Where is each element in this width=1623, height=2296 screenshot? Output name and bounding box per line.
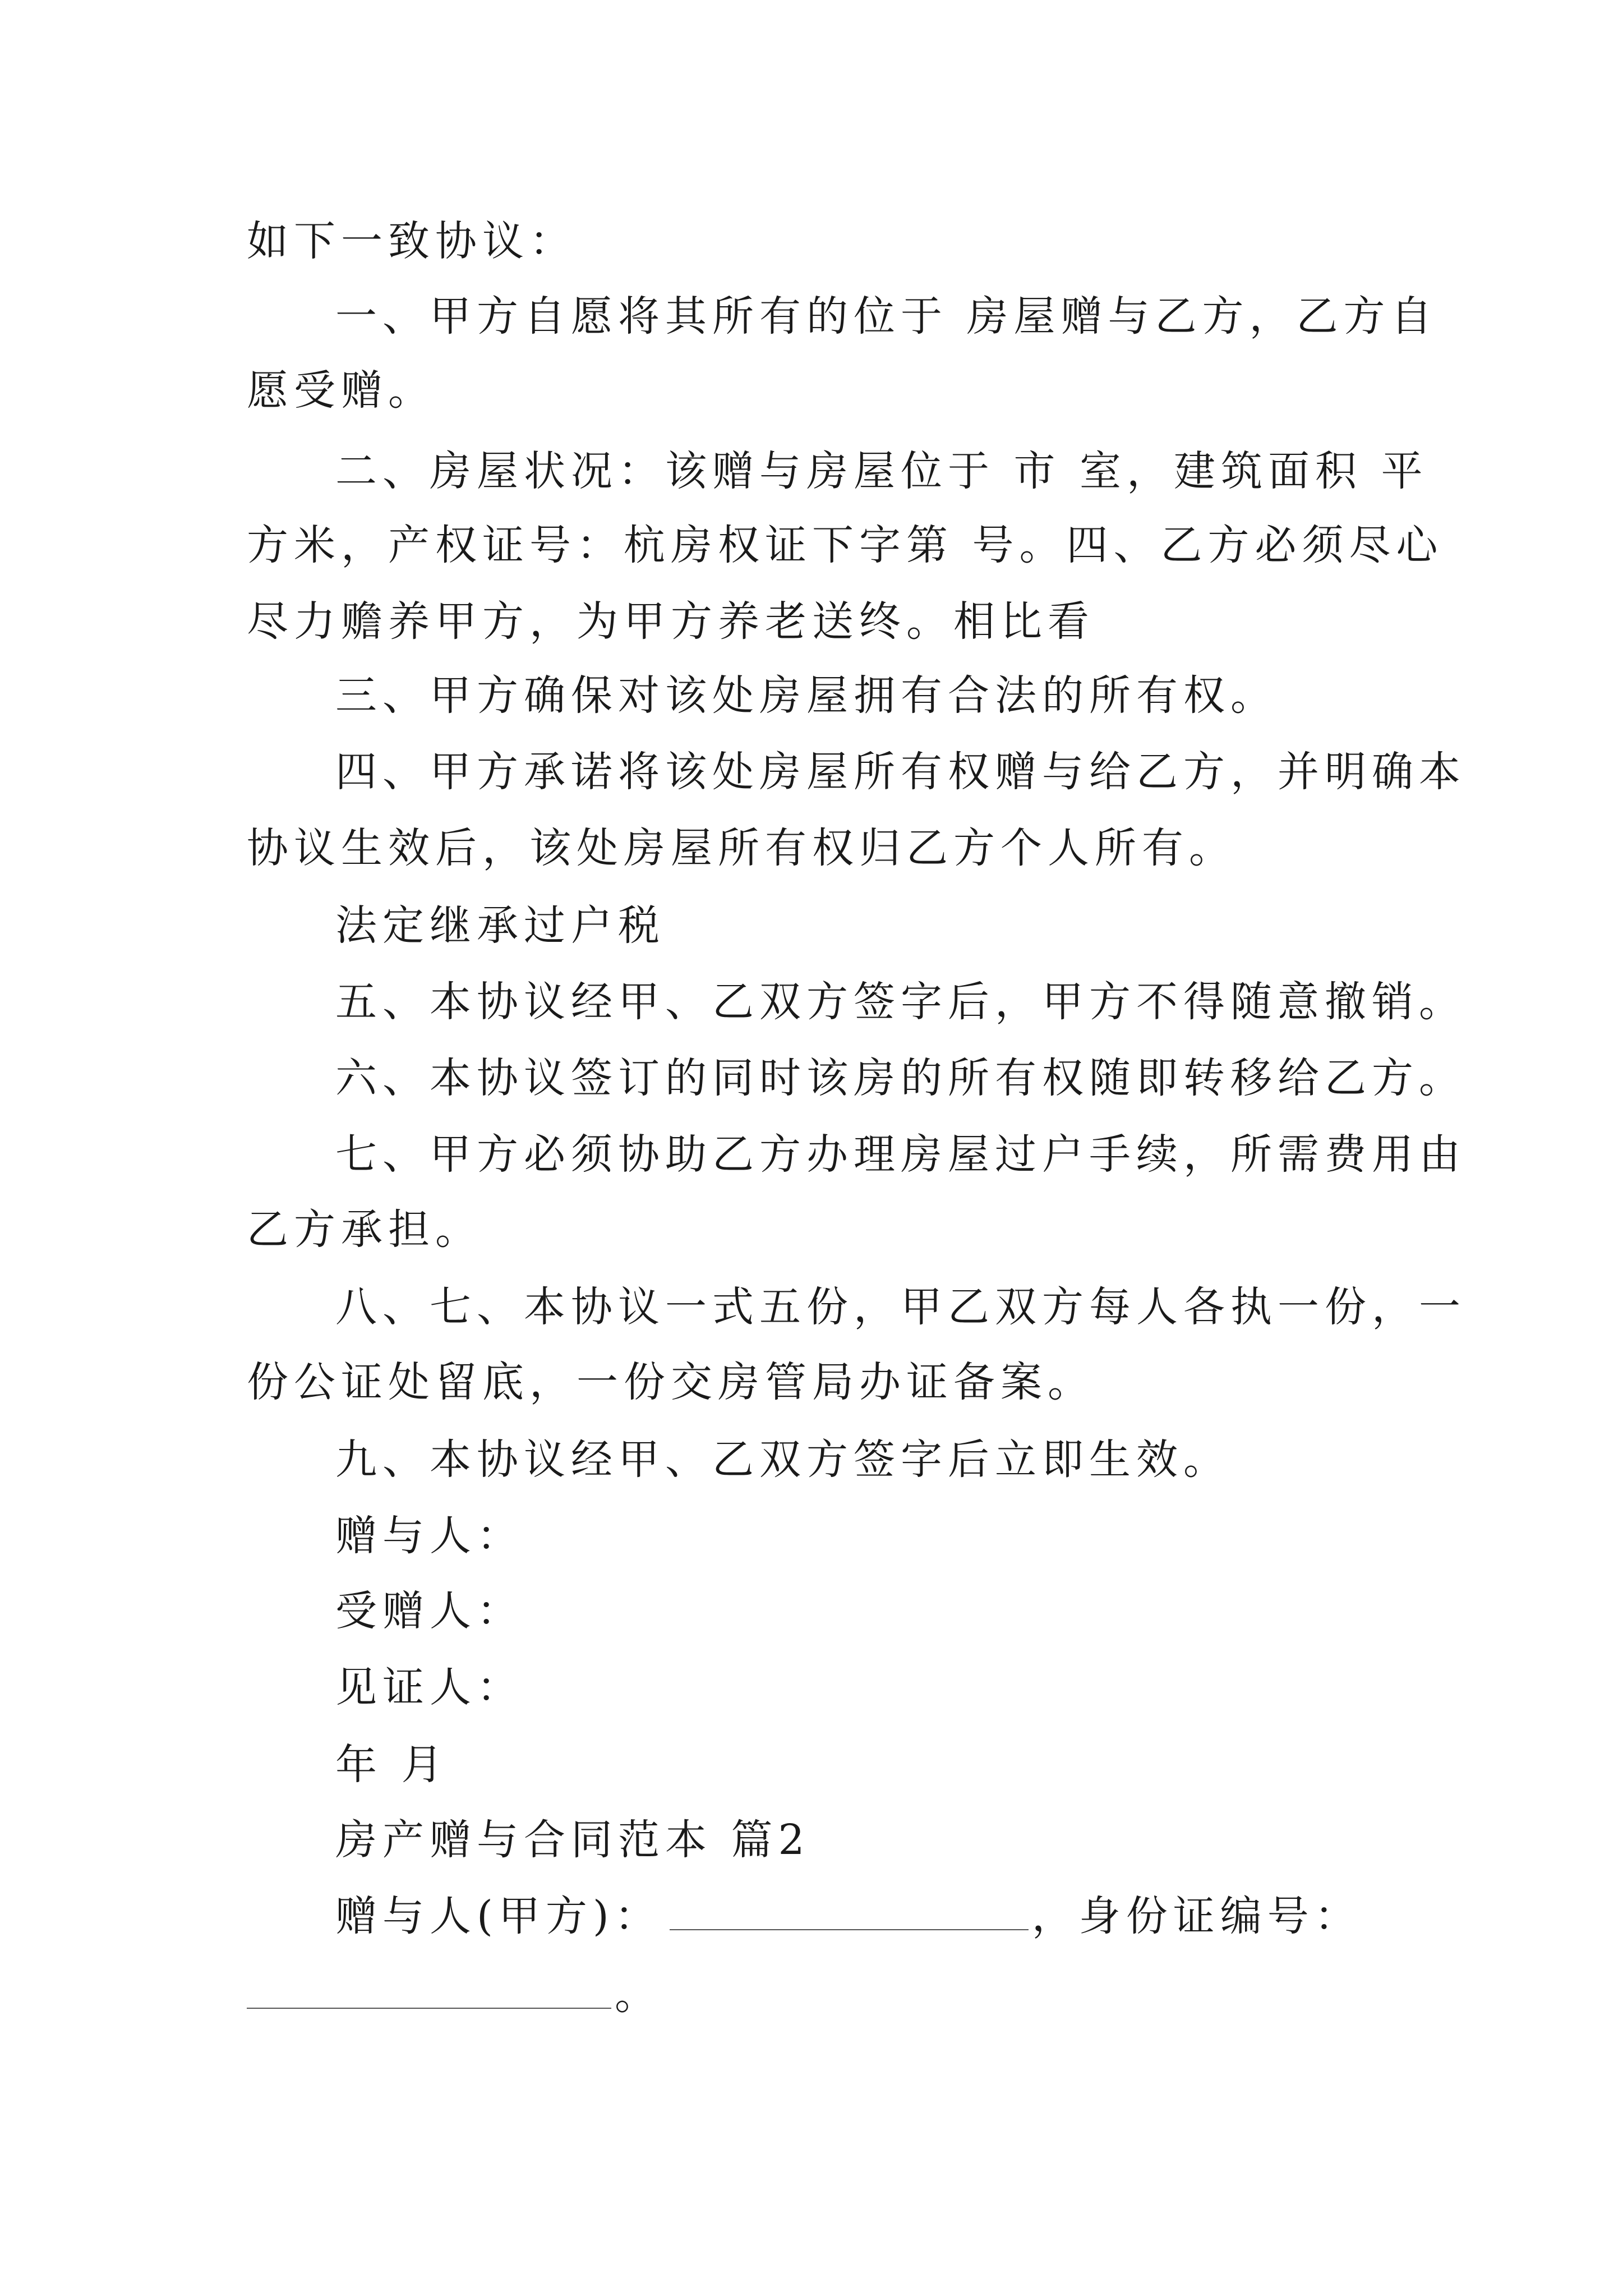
paragraph-line: 九、本协议经甲、乙双方签字后立即生效。: [335, 1435, 1230, 1484]
paragraph-line: 五、本协议经甲、乙双方签字后，甲方不得随意撤销。: [335, 978, 1466, 1026]
paragraph-line: 二、房屋状况：该赠与房屋位于 市 室，建筑面积 平: [335, 447, 1428, 495]
donor-name-blank: [670, 1890, 1029, 1930]
donor-id-label: 身份证编号：: [1078, 1892, 1362, 1940]
paragraph-line: 一、甲方自愿将其所有的位于 房屋赠与乙方，乙方自: [335, 292, 1438, 341]
paragraph-line: 四、甲方承诺将该处房屋所有权赠与给乙方，并明确本: [335, 748, 1466, 796]
donor-separator: ，: [1031, 1892, 1079, 1940]
date-line: 年 月: [335, 1741, 449, 1789]
section-heading: 房产赠与合同范本 篇2: [335, 1816, 810, 1864]
paragraph-line: 协议生效后，该处房屋所有权归乙方个人所有。: [247, 824, 1236, 872]
paragraph-line: 三、甲方确保对该处房屋拥有合法的所有权。: [335, 671, 1278, 720]
donor-label: 赠与人(甲方)：: [335, 1892, 662, 1940]
paragraph-line: 乙方承担。: [247, 1205, 482, 1254]
signature-label-donor: 赠与人：: [335, 1512, 524, 1560]
donor-id-blank: [247, 1968, 611, 2009]
signature-label-donee: 受赠人：: [335, 1587, 524, 1635]
donor-id-line: [247, 1967, 1391, 2023]
signature-label-witness: 见证人：: [335, 1663, 524, 1711]
paragraph-line: 方米，产权证号：杭房权证下字第 号。四、乙方必须尽心: [247, 521, 1444, 569]
paragraph-line: 六、本协议签订的同时该房的所有权随即转移给乙方。: [335, 1054, 1466, 1102]
donor-id-end: 。: [615, 1971, 662, 2019]
paragraph-line: 份公证处留底，一份交房管局办证备案。: [247, 1358, 1095, 1406]
donor-field-line: [335, 1888, 1479, 1944]
paragraph-line: 八、七、本协议一式五份，甲乙双方每人各执一份，一: [335, 1283, 1466, 1331]
paragraph-line: 尽力赡养甲方，为甲方养老送终。相比看: [247, 597, 1095, 646]
paragraph-line: 如下一致协议：: [247, 217, 577, 265]
paragraph-line: 法定继承过户税: [335, 901, 665, 950]
paragraph-line: 愿受赠。: [247, 366, 435, 415]
paragraph-line: 七、甲方必须协助乙方办理房屋过户手续，所需费用由: [335, 1130, 1466, 1179]
